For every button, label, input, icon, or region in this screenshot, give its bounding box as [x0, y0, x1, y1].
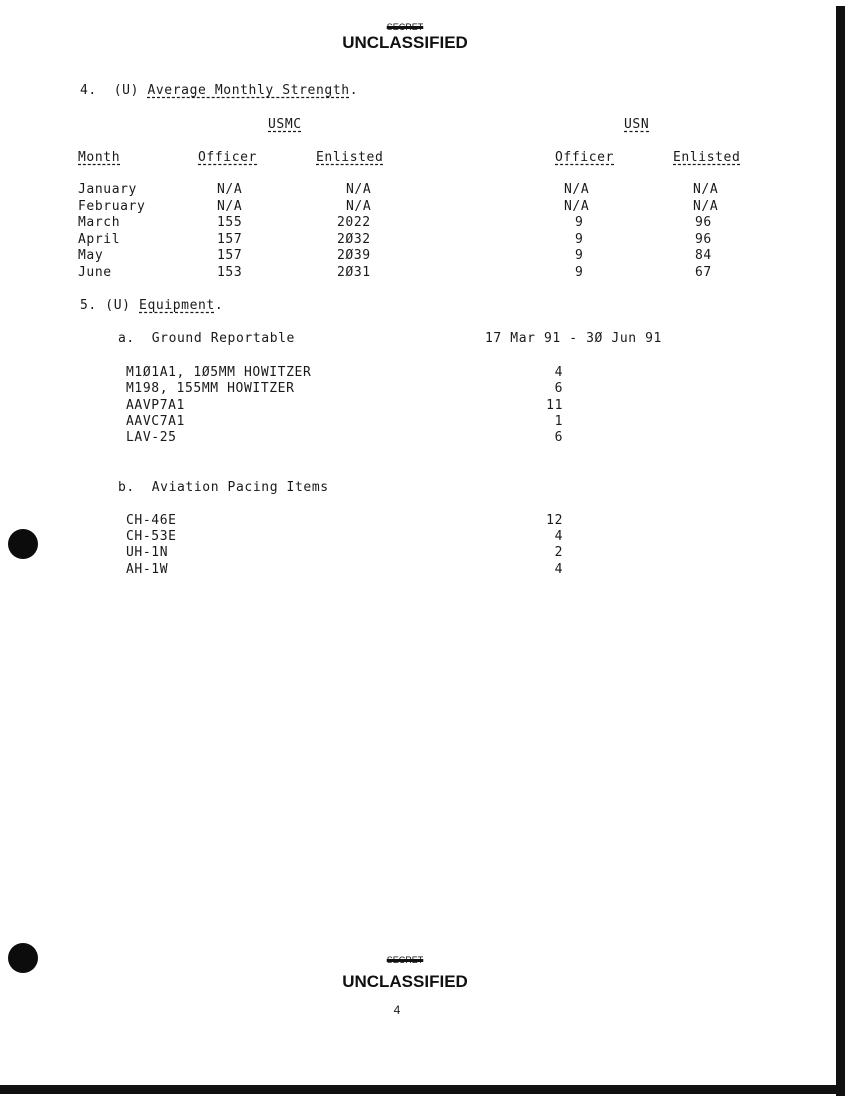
aircraft-count: 4: [554, 529, 563, 544]
cell-usn-officer: 9: [575, 232, 584, 247]
cell-usn-enlisted: N/A: [693, 182, 719, 197]
subsection-b-title: Aviation Pacing Items: [151, 480, 329, 495]
cell-usmc-officer: 153: [217, 265, 243, 280]
cell-usmc-officer: N/A: [217, 182, 243, 197]
section-5-period: .: [214, 298, 224, 313]
cell-usmc-enlisted: 2Ø32: [337, 232, 371, 247]
section-5-prefix: (U): [105, 298, 131, 313]
cell-month: May: [78, 248, 104, 263]
cell-usn-officer: 9: [575, 248, 584, 263]
equipment-name: AAVC7A1: [126, 414, 185, 429]
aircraft-name: CH-53E: [126, 529, 177, 544]
aircraft-count: 2: [554, 545, 563, 560]
equipment-name: LAV-25: [126, 430, 177, 445]
cell-usn-officer: N/A: [564, 182, 590, 197]
group-header-usn: USN: [624, 117, 650, 132]
cell-usn-enlisted: 96: [695, 232, 712, 247]
column-header-usmc-officer: Officer: [198, 150, 257, 165]
cell-usmc-officer: 157: [217, 248, 243, 263]
section-4-heading: [80, 83, 358, 98]
punch-hole-upper: [8, 529, 38, 559]
equipment-name: M198, 155MM HOWITZER: [126, 381, 295, 396]
section-5-heading: [80, 298, 223, 313]
footer-classification: UNCLASSIFIED: [342, 972, 468, 991]
cell-usmc-enlisted: N/A: [346, 199, 372, 214]
cell-usn-officer: N/A: [564, 199, 590, 214]
section-5-number: 5.: [80, 298, 97, 313]
cell-month: April: [78, 232, 121, 247]
cell-usmc-enlisted: 2Ø39: [337, 248, 371, 263]
section-4-period: .: [349, 83, 359, 98]
equipment-count: 1: [554, 414, 563, 429]
cell-usmc-enlisted: 2Ø31: [337, 265, 371, 280]
cell-usn-enlisted: 96: [695, 215, 712, 230]
section-4-prefix: (U): [113, 83, 139, 98]
header-old-classification: SECRET: [386, 22, 424, 32]
aircraft-count: 4: [554, 562, 563, 577]
cell-usmc-officer: 155: [217, 215, 243, 230]
cell-usmc-officer: N/A: [217, 199, 243, 214]
equipment-name: M1Ø1A1, 1Ø5MM HOWITZER: [126, 365, 312, 380]
page-edge-right: [836, 6, 845, 1096]
equipment-count: 6: [554, 430, 563, 445]
section-5-title: Equipment: [139, 298, 215, 313]
cell-usmc-enlisted: 2022: [337, 215, 371, 230]
section-4-number: 4.: [80, 83, 97, 98]
cell-month: March: [78, 215, 121, 230]
subsection-a-heading: [118, 331, 295, 346]
cell-month: February: [78, 199, 146, 214]
column-header-usn-officer: Officer: [555, 150, 614, 165]
column-header-usmc-enlisted: Enlisted: [316, 150, 384, 165]
aircraft-name: AH-1W: [126, 562, 169, 577]
section-4-title: Average Monthly Strength: [147, 83, 350, 98]
page-number: 4: [393, 1003, 401, 1017]
cell-month: June: [78, 265, 112, 280]
cell-usmc-officer: 157: [217, 232, 243, 247]
subsection-a-label: a.: [118, 331, 135, 346]
subsection-b-heading: [118, 480, 329, 495]
aircraft-count: 12: [546, 513, 563, 528]
cell-month: January: [78, 182, 137, 197]
cell-usn-enlisted: 67: [695, 265, 712, 280]
page-edge-bottom: [0, 1085, 845, 1094]
aircraft-name: CH-46E: [126, 513, 177, 528]
equipment-count: 6: [554, 381, 563, 396]
cell-usn-enlisted: N/A: [693, 199, 719, 214]
cell-usn-officer: 9: [575, 215, 584, 230]
header-classification: UNCLASSIFIED: [342, 33, 468, 52]
equipment-name: AAVP7A1: [126, 398, 185, 413]
subsection-b-label: b.: [118, 480, 135, 495]
column-header-month: Month: [78, 150, 121, 165]
equipment-count: 11: [546, 398, 563, 413]
column-header-usn-enlisted: Enlisted: [673, 150, 741, 165]
aircraft-name: UH-1N: [126, 545, 169, 560]
footer-old-classification: SECRET: [386, 955, 424, 965]
cell-usmc-enlisted: N/A: [346, 182, 372, 197]
date-range: 17 Mar 91 - 3Ø Jun 91: [485, 331, 662, 346]
subsection-a-title: Ground Reportable: [151, 331, 295, 346]
punch-hole-lower: [8, 943, 38, 973]
cell-usn-enlisted: 84: [695, 248, 712, 263]
equipment-count: 4: [554, 365, 563, 380]
cell-usn-officer: 9: [575, 265, 584, 280]
group-header-usmc: USMC: [268, 117, 302, 132]
